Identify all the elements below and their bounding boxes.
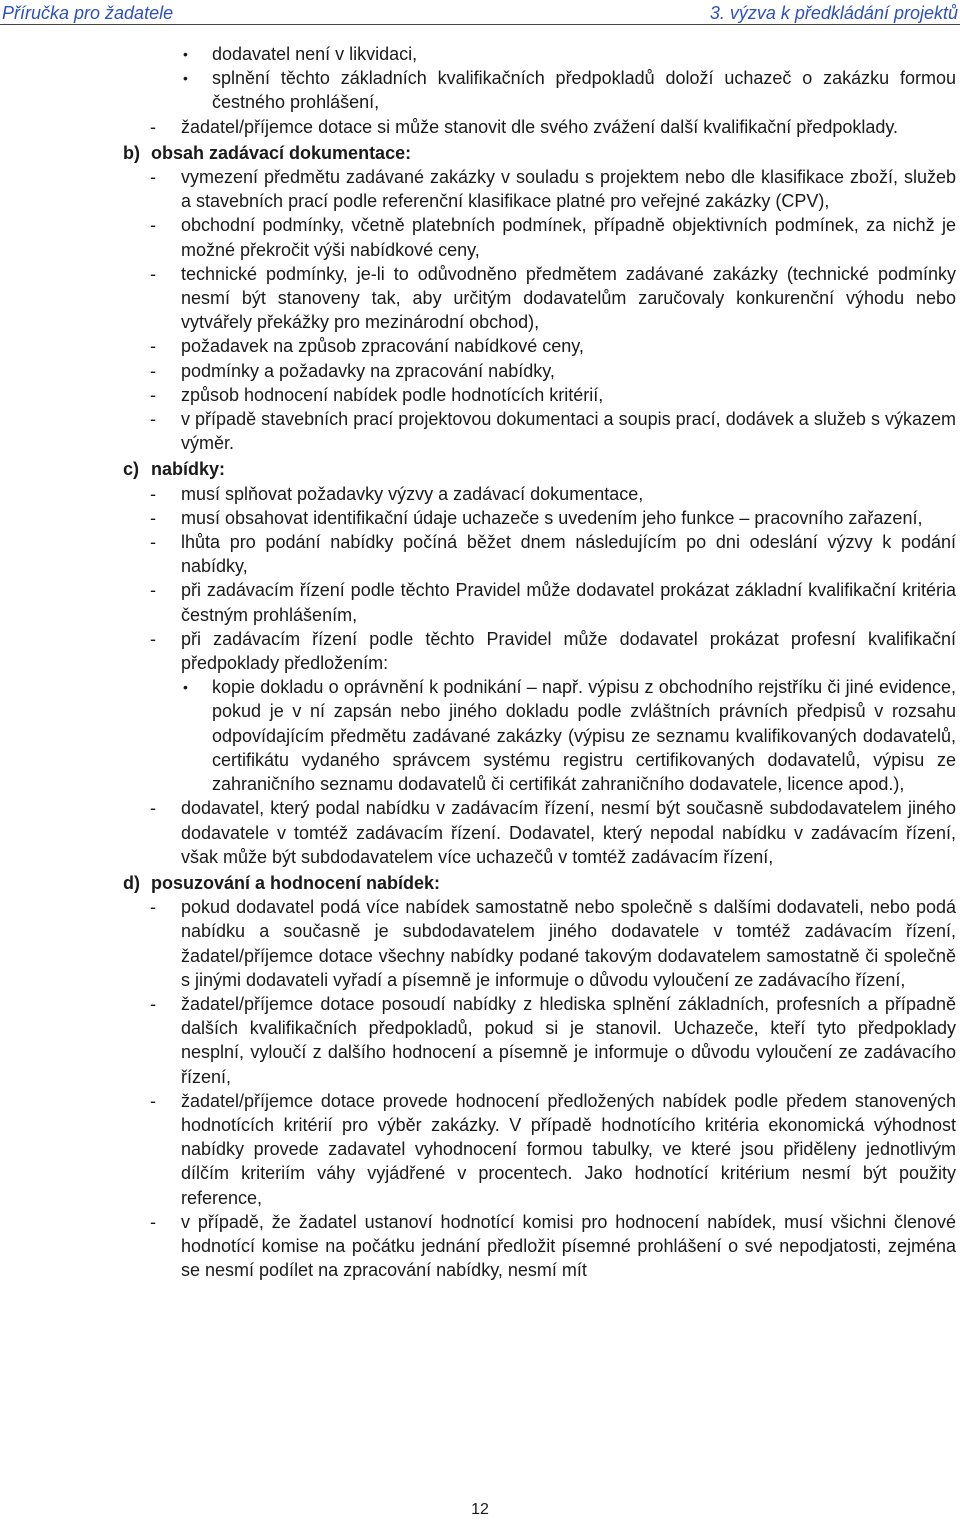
list-item-text: způsob hodnocení nabídek podle hodnotících kritérií,	[181, 384, 604, 405]
dash-list-item	[150, 1089, 956, 1210]
dash-list-item	[150, 530, 956, 578]
dash-marker: -	[150, 507, 156, 528]
dash-marker: -	[150, 215, 156, 236]
dash-list-item	[150, 506, 956, 530]
dash-list-item	[150, 992, 956, 1089]
section-title: nabídky:	[151, 459, 226, 480]
list-item-text: v případě stavebních prací projektovou dokumentaci a soupis prací, dodávek a služeb s výkazem výměr.	[181, 409, 956, 454]
dash-marker: -	[150, 1090, 156, 1111]
section-title: posuzování a hodnocení nabídek:	[151, 872, 441, 893]
section-heading	[0, 457, 960, 481]
dash-list-item	[150, 165, 956, 213]
dash-list-item	[150, 334, 956, 358]
section-heading	[0, 141, 960, 165]
dash-list-item	[150, 115, 956, 139]
list-item-text: dodavatel není v likvidaci,	[212, 44, 418, 64]
list-item-text: žadatel/příjemce dotace provede hodnocení předložených nabídek podle předem stanovených hodnotících kritérií pro výběr zakázky. V případě hodnotícího kritéria ekonomická výhodnost nabídky provede zadavatel vyhodnocení formou tabulky, ve které jsou přiděleny jednotlivým dílčím kriteriím váhy vyjádřené v procentech. Jako hodnotící kritérium nesmí být použity reference,	[181, 1090, 956, 1208]
section-label: c)	[123, 459, 140, 480]
list-item-text: při zadávacím řízení podle těchto Pravidel může dodavatel prokázat profesní kvalifikační předpoklady předložením:	[181, 628, 956, 674]
dash-marker: -	[150, 897, 156, 918]
dash-list-item	[150, 359, 956, 383]
document-body	[0, 42, 960, 1282]
running-header	[0, 0, 960, 26]
dash-marker: -	[150, 532, 156, 553]
dash-list-item	[150, 578, 956, 626]
list-item-text: musí obsahovat identifikační údaje uchazeče s uvedením jeho funkce – pracovního zařazení,	[181, 507, 923, 528]
dash-list-item	[150, 383, 956, 407]
header-chapter: 3. výzva k předkládání projektů	[709, 3, 958, 23]
page-number: 12	[471, 1501, 489, 1518]
list-item-text: žadatel/příjemce dotace si může stanovit dle svého zvážení další kvalifikační předpoklady.	[181, 116, 899, 137]
list-item-text: při zadávacím řízení podle těchto Pravidel může dodavatel prokázat základní kvalifikační kritéria čestným prohlášením,	[181, 580, 956, 625]
bullet-list-item	[183, 675, 956, 796]
bullet-list-item	[183, 42, 956, 66]
list-item-text: v případě, že žadatel ustanoví hodnotící komisi pro hodnocení nabídek, musí všichni členové hodnotící komise na počátku jednání předložit písemné prohlášení o své nepodjatosti, zejména se nesmí podílet na zpracování nabídky, nesmí mít	[181, 1211, 956, 1281]
dash-list-item	[150, 262, 956, 335]
dash-marker: -	[150, 116, 156, 137]
dash-marker: -	[150, 798, 156, 819]
list-item-text: musí splňovat požadavky výzvy a zadávací dokumentace,	[181, 483, 644, 504]
list-item-text: technické podmínky, je-li to odůvodněno předmětem zadávané zakázky (technické podmínky nesmí být stanoveny tak, aby určitým dodavatelům zaručovaly konkurenční výhodu nebo vytvářely překážky pro mezinárodní obchod),	[181, 263, 956, 333]
list-item-text: pokud dodavatel podá více nabídek samostatně nebo společně s dalšími dodavateli, nebo podá nabídku a současně je subdodavatelem jiného dodavatele v tomtéž zadávacím řízení, žadatel/příjemce dotace všechny nabídky podané takovým dodavatelem samostatně či společně s jinými dodavateli vyřadí a písemně je informuje o důvodu vyloučení ze zadávacího řízení,	[181, 897, 956, 990]
dash-marker: -	[150, 483, 156, 504]
section-heading	[0, 871, 960, 895]
list-item-text: obchodní podmínky, včetně platebních podmínek, případně objektivních podmínek, za nichž je možné překročit výši nabídkové ceny,	[181, 215, 956, 260]
section-label: b)	[123, 142, 140, 163]
list-item-text: podmínky a požadavky na zpracování nabídky,	[181, 360, 555, 381]
bullet-list-item	[183, 66, 956, 114]
list-item-text: žadatel/příjemce dotace posoudí nabídky z hlediska splnění základních, profesních a případně dalších kvalifikačních předpokladů, pokud si je stanovil. Uchazeče, kteří tyto předpoklady nesplní, vyloučí z dalšího hodnocení a písemně je informuje o důvodu vyloučení ze zadávacího řízení,	[181, 993, 956, 1087]
dash-list-item	[150, 796, 956, 869]
bullet-marker: •	[183, 679, 188, 696]
section-title: obsah zadávací dokumentace:	[151, 142, 412, 163]
section-label: d)	[123, 872, 140, 893]
dash-marker: -	[150, 167, 156, 188]
dash-marker: -	[150, 1211, 156, 1232]
bullet-marker: •	[183, 46, 188, 62]
dash-marker: -	[150, 360, 156, 381]
dash-marker: -	[150, 263, 156, 284]
dash-marker: -	[150, 580, 156, 601]
list-item-text: dodavatel, který podal nabídku v zadávacím řízení, nesmí být současně subdodavatelem jiného dodavatele v tomtéž zadávacím řízení. Dodavatel, který nepodal nabídku v zadávacím řízení, však může být subdodavatelem více uchazečů v tomtéž zadávacím řízení,	[181, 798, 956, 867]
dash-list-item	[150, 895, 956, 992]
dash-marker: -	[150, 384, 156, 405]
dash-list-item	[150, 627, 956, 675]
dash-marker: -	[150, 336, 156, 357]
dash-marker: -	[150, 993, 156, 1014]
bullet-marker: •	[183, 70, 188, 87]
dash-marker: -	[150, 409, 156, 430]
header-title: Příručka pro žadatele	[2, 3, 174, 23]
list-item-text: lhůta pro podání nabídky počíná běžet dnem následujícím po dni odeslání výzvy k podání nabídky,	[181, 532, 956, 577]
dash-list-item	[150, 482, 956, 506]
header-divider	[0, 24, 960, 25]
list-item-text: vymezení předmětu zadávané zakázky v souladu s projektem nebo dle klasifikace zboží, služeb a stavebních prací podle referenční klasifikace platné pro veřejné zakázky (CPV),	[181, 167, 956, 212]
dash-list-item	[150, 407, 956, 455]
dash-list-item	[150, 213, 956, 261]
dash-marker: -	[150, 628, 156, 649]
dash-list-item	[150, 1210, 956, 1283]
list-item-text: splnění těchto základních kvalifikačních předpokladů doloží uchazeč o zakázku formou čestného prohlášení,	[212, 68, 956, 113]
list-item-text: kopie dokladu o oprávnění k podnikání – např. výpisu z obchodního rejstříku či jiné evidence, pokud je v ní zapsán nebo jiného dokladu podle zvláštních právních předpisů v rozsahu odpovídajícím předmětu zadávané zakázky (výpisu ze seznamu kvalifikovaných dodavatelů, certifikátu vydaného správcem systému registru certifikovaných dodavatelů, výpisu ze zahraničního seznamu dodavatelů či certifikát zahraničního dodavatele, licence apod.),	[212, 677, 956, 795]
list-item-text: požadavek na způsob zpracování nabídkové ceny,	[181, 336, 584, 357]
